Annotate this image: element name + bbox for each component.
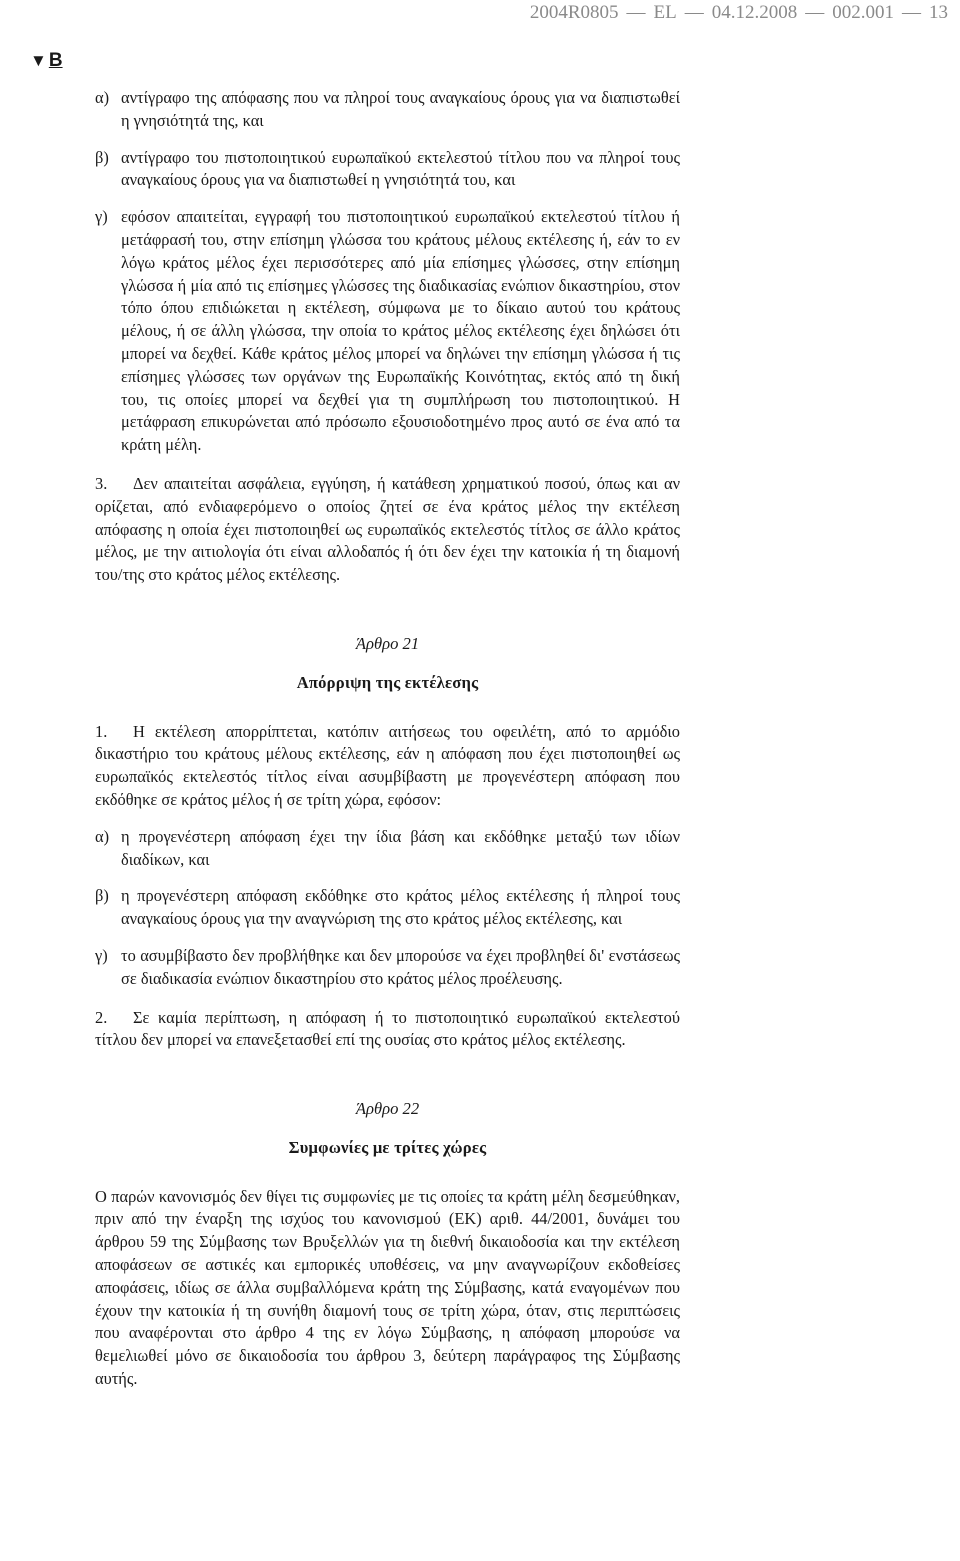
item-mark: β) [95, 147, 109, 167]
page-number: 13 [929, 2, 948, 23]
list-item [95, 147, 680, 193]
header-separator: — [902, 2, 921, 23]
header-separator: — [626, 2, 646, 23]
amendment-marker [30, 50, 63, 72]
list-item [95, 206, 680, 457]
item-text: η προγενέστερη απόφαση έχει την ίδια βάση και εκδόθηκε μεταξύ των ιδίων διαδίκων, και [121, 826, 680, 869]
item-mark: β) [95, 886, 109, 906]
triangle-down-icon: ▼ [30, 51, 47, 70]
item-text: αντίγραφο του πιστοποιητικού ευρωπαϊκού εκτελεστού τίτλου που να πληροί τους αναγκαίους όρους για να διαπιστωθεί η γνησιότητά του, και [121, 147, 680, 190]
doc-id: 2004R0805 [529, 2, 619, 23]
page-header [0, 0, 948, 26]
list-item [95, 87, 680, 133]
paragraph [95, 473, 680, 587]
article-title: Συμφωνίες με τρίτες χώρες [288, 1137, 487, 1157]
paragraph-number: 2. [95, 1007, 108, 1027]
paragraph: Ο παρών κανονισμός δεν θίγει τις συμφωνίες με τις οποίες τα κράτη μέλη δεσμεύθηκαν, πριν από την έναρξη της ισχύος του κανονισμού (ΕΚ) αριθ. 44/2001, δυνάμει του άρθρου 59 της Σύμβασης των Βρυξελλών για τη διεθνή δικαιοδοσία και την εκτέλεση αποφάσεων σε αστικές και εμπορικές υποθέσεις, να μην αναγνωρίζουν εκδοθείσες αποφάσεις, ιδίως σε άλλα συμβαλλόμενα κράτη της Σύμβασης, κατά εναγομένων που έχουν την κατοικία ή τη συνήθη διαμονή τους σε τρίτη χώρα, όταν, στις περιπτώσεις που αναφέρονται στο άρθρο 4 της εν λόγω Σύμβασης, η απόφαση μπορούσε να θεμελιωθεί μόνο σε δικαιοδοσία του άρθρου 3, δεύτερη παράγραφος της Σύμβασης αυτής. [95, 1186, 680, 1389]
item-text: εφόσον απαιτείται, εγγραφή του πιστοποιητικού ευρωπαϊκού εκτελεστού τίτλου ή μετάφρασή του, στην επίσημη γλώσσα του κράτους μέλους εκτέλεσης ή, εάν το εν λόγω κράτος μέλος έχει περισσότερες από μία επίσημες γλώσσες, στην επίσημη γλώσσα ή μία από τις επίσημες γλώσσες της διαδικασίας ενώπιον δικαστηρίου, στον τόπο όπου επιδιώκεται η εκτέλεση, σύμφωνα με το δίκαιο αυτού του κράτους μέλους, ή σε άλλη γλώσσα, την οποία το κράτος μέλος εκτέλεσης έχει δηλώσει ότι μπορεί να δεχθεί. Κάθε κράτος μέλος μπορεί να δηλώνει την επίσημη γλώσσα ή τις επίσημες γλώσσες των οργάνων της Ευρωπαϊκής Κοινότητας, εκτός από τη δική του, τις οποίες μπορεί να δεχθεί για τη συμπλήρωση του πιστοποιητικού. Η μετάφραση επικυρώνεται από πρόσωπο εξουσιοδοτημένο προς αυτό σε ένα από τα κράτη μέλη. [121, 207, 680, 455]
list-item [95, 945, 680, 991]
item-mark: α) [95, 826, 110, 846]
article-heading: Άρθρο 22 [355, 1099, 420, 1119]
paragraph-number: 1. [95, 721, 108, 741]
doc-version: 002.001 [832, 2, 894, 23]
item-mark: α) [95, 88, 110, 107]
article-heading: Άρθρο 21 [355, 633, 420, 653]
paragraph-text: Η εκτέλεση απορρίπτεται, κατόπιν αιτήσεως του οφειλέτη, από το αρμόδιο δικαστήριο του κράτους μέλους εκτέλεσης, εάν η απόφαση που έχει πιστοποιηθεί ως ευρωπαϊκός εκτελεστός τίτλος είναι ασυμβίβαστη με προγενέστερη απόφαση που εκδόθηκε σε κράτος μέλος ή σε τρίτη χώρα, εφόσον: [95, 721, 680, 809]
article-title: Απόρριψη της εκτέλεσης [296, 672, 479, 692]
item-mark: γ) [95, 207, 108, 227]
doc-date: 04.12.2008 [711, 2, 798, 23]
header-separator: — [805, 2, 825, 23]
list-item [95, 826, 680, 872]
paragraph [95, 1007, 680, 1053]
paragraph-text: Δεν απαιτείται ασφάλεια, εγγύηση, ή κατάθεση χρηματικού ποσού, όπως και αν ορίζεται, από ενδιαφερόμενο ο οποίος ζητεί σε ένα κράτος μέλος την εκτέλεση απόφασης η οποία έχει πιστοποιηθεί ως ευρωπαϊκός εκτελεστός τίτλος σε άλλο κράτος μέλος, με την αιτιολογία ότι είναι αλλοδαπός ή ότι δεν έχει την κατοικία ή τη διαμονή του/της στο κράτος μέλος εκτέλεσης. [95, 473, 680, 585]
item-mark: γ) [95, 945, 108, 965]
doc-language: EL [653, 2, 677, 23]
item-text: το ασυμβίβαστο δεν προβλήθηκε και δεν μπορούσε να έχει προβληθεί δι' ενστάσεως σε διαδικασία ενώπιον δικαστηρίου στο κράτος μέλος προέλευσης. [121, 945, 680, 988]
marker-label: B [48, 50, 63, 71]
list-item [95, 885, 680, 931]
paragraph-number: 3. [95, 473, 108, 493]
header-separator: — [684, 2, 704, 23]
item-text: η προγενέστερη απόφαση εκδόθηκε στο κράτος μέλος εκτέλεσης ή πληροί τους αναγκαίους όρους για την αναγνώριση της στο κράτος μέλος εκτέλεσης, και [121, 886, 680, 929]
paragraph [95, 721, 680, 812]
item-text: αντίγραφο της απόφασης που να πληροί τους αναγκαίους όρους για να διαπιστωθεί η γνησιότητά της, και [121, 88, 680, 130]
paragraph-text: Σε καμία περίπτωση, η απόφαση ή το πιστοποιητικό ευρωπαϊκού εκτελεστού τίτλου δεν μπορεί να επανεξετασθεί επί της ουσίας στο κράτος μέλος εκτέλεσης. [95, 1007, 680, 1050]
document-body [95, 87, 680, 1391]
